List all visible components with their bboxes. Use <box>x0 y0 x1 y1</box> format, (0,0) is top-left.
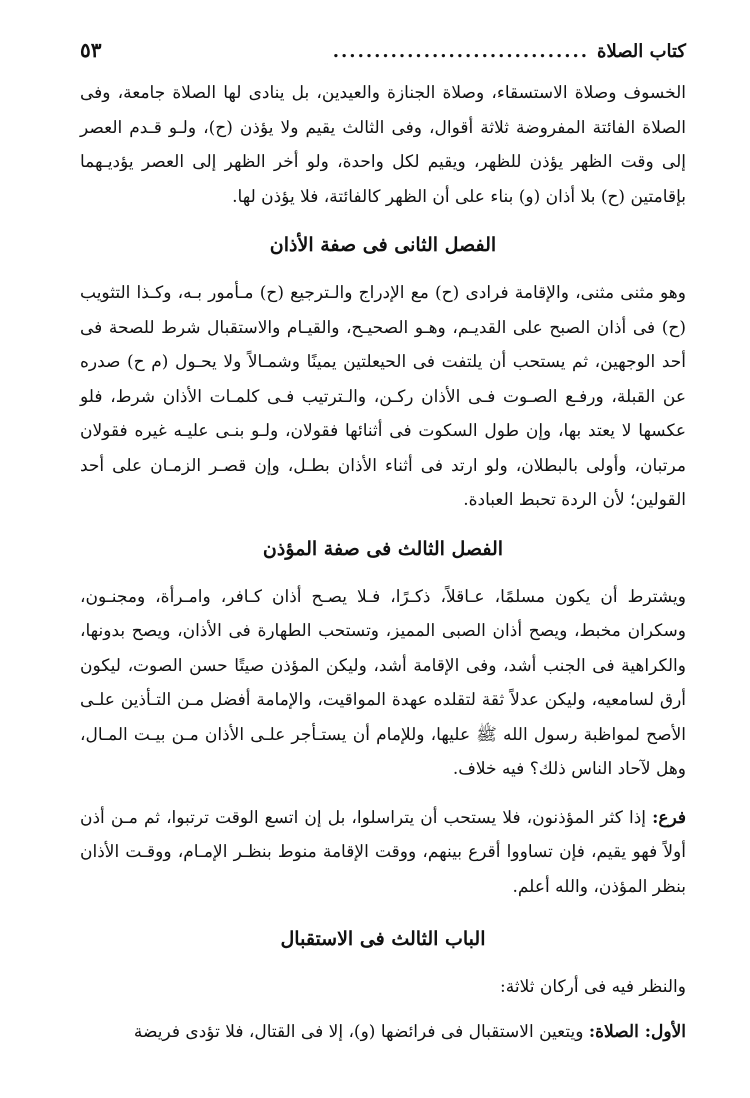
paragraph-5: والنظر فيه فى أركان ثلاثة: <box>500 977 686 997</box>
paragraph-1: الخسوف وصلاة الاستسقاء، وصلاة الجنازة والعيدين، بل ينادى لها الصلاة جامعة، وفى الصلاة الفائتة المفروضة ثلاثة أقوال، وفى الثالث يقيم ولا يؤذن (ح)، ولـو قـدم العصر إلى وقت الظهر يؤذن للظهر، ويقيم لكل واحدة، ولو أخر الظهر إلى العصر يؤديـهما بإقامتين (ح) بلا أذان (و) بناء على أن الظهر كالفائتة، فلا يؤذن لها. <box>80 83 686 207</box>
section-heading-adhan: الفصل الثانى فى صفة الأذان <box>269 234 497 256</box>
paragraph-2: وهو مثنى مثنى، والإقامة فرادى (ح) مع الإدراج والـترجيع (ح) مـأمور بـه، وكـذا التثويب (ح) فى أذان الصبح على القديـم، وهـو الصحيـح، والقيـام والاستقبال شرط للصحة فى أحد الوجهين، ثم يستحب أن يلتفت فى الحيعلتين يمينًا وشمـالاً ولا يحـول (م ح) صدره عن القبلة، ورفـع الصـوت فـى الأذان ركـن، والـترتيب فـى كلمـات الأذان شرط، فلو عكسها لا يعتد بها، وإن طول السكوت فى أثنائها فقولان، ولـو بنـى عليـه غيره فقولان مرتبان، وأولى بالبطلان، ولو ارتد فى أثناء الأذان بطـل، وإن قصـر الزمـان على أحد القولين؛ لأن الردة تحبط العبادة. <box>80 283 686 510</box>
running-head-title: كتاب الصلاة <box>597 41 686 62</box>
paragraph-6-text: ويتعين الاستقبال فى فرائضها (و)، إلا فى القتال، فلا تؤدى فريضة <box>133 1021 589 1042</box>
paragraph-3: ويشترط أن يكون مسلمًا، عـاقلاً، ذكـرًا، فـلا يصـح أذان كـافر، وامـرأة، ومجنـون، وسكران مخبط، ويصح أذان الصبى المميز، وتستحب الطهارة فى الأذان، ويصح بدونها، والكراهية فى الجنب أشد، وفى الإقامة أشد، وليكن المؤذن صيتًا حسن الصوت، ليكون أرق لسامعيه، وليكن عدلاً ثقة لتقلده عهدة المواقيت، والإمامة أفضل مـن التـأذين علـى الأصح لمواظبة رسول الله ﷺ عليها، وللإمام أن يستـأجر علـى الأذان مـن بيـت المـال، وهل لآحاد الناس ذلك؟ فيه خلاف. <box>80 586 686 779</box>
leader-dots: ............................... <box>332 41 590 62</box>
paragraph-6-keyword: الأول: الصلاة: <box>588 1021 686 1042</box>
page-number: ٥٣ <box>80 38 102 62</box>
section-heading-muadhin: الفصل الثالث فى صفة المؤذن <box>262 537 504 560</box>
paragraph-4-text: إذا كثر المؤذنون، فلا يستحب أن يتراسلوا، بل إن اتسع الوقت ترتبوا، ثم مـن أذن أولاً فهو يقيم، فإن تساووا أقرع بينهم، ووقت الإقامة منوط بنظـر الإمـام، ووقـت الأذان بنظر المؤذن، والله أعلم. <box>80 807 686 897</box>
paragraph-4 <box>80 801 686 905</box>
chapter-heading-qibla: الباب الثالث فى الاستقبال <box>280 928 486 950</box>
paragraph-6 <box>80 1015 686 1050</box>
paragraph-4-keyword: فرع: <box>652 807 686 828</box>
running-head <box>80 38 686 66</box>
